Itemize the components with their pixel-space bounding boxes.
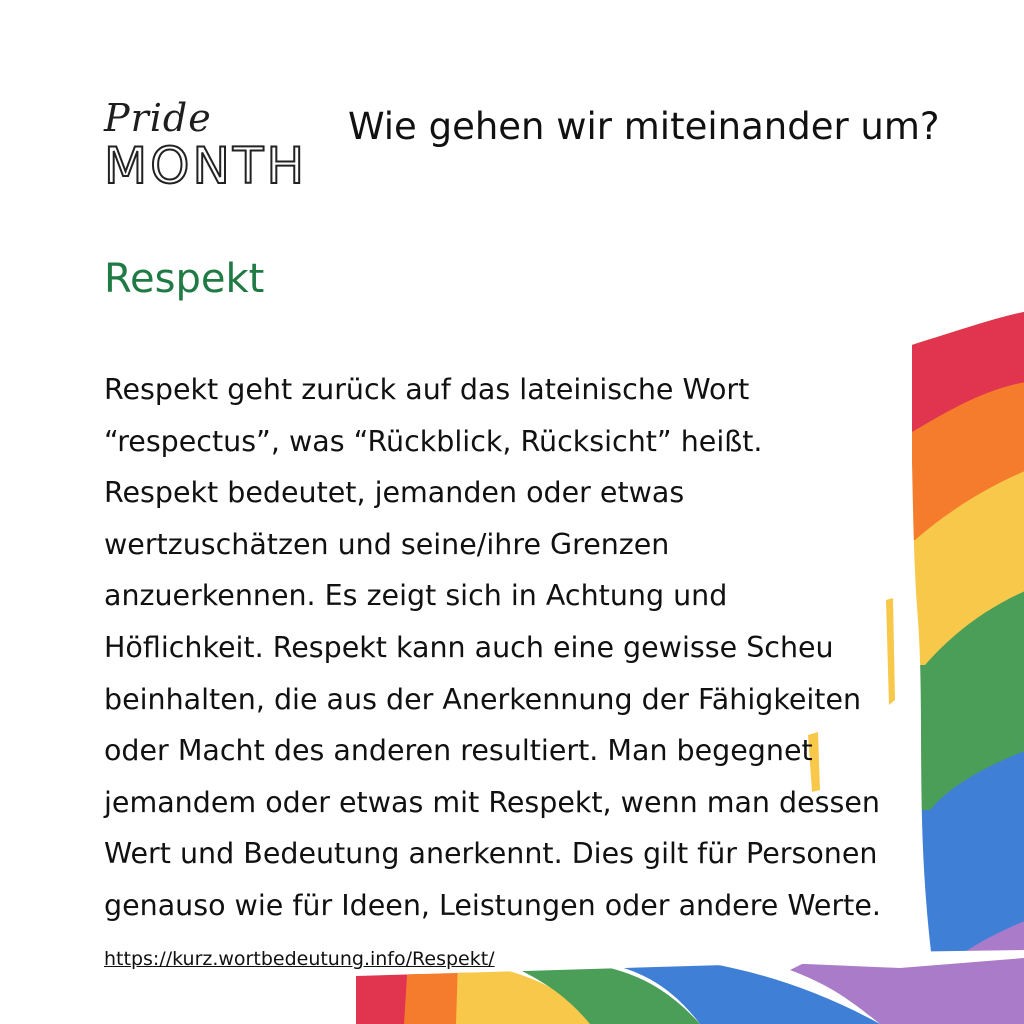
paragraph-line: jemandem oder etwas mit Respekt, wenn man dessen bbox=[104, 785, 880, 819]
logo-script-text: Pride bbox=[104, 96, 212, 140]
paragraph-line: oder Macht des anderen resultiert. Man begegnet bbox=[104, 734, 813, 768]
paragraph-line: “respectus”, was “Rückblick, Rücksicht” heißt. bbox=[104, 424, 763, 458]
pride-month-logo bbox=[104, 96, 308, 195]
headline: Wie gehen wir miteinander um? bbox=[348, 105, 940, 148]
logo-word-text: MONTH bbox=[104, 137, 308, 195]
paragraph-line: Höflichkeit. Respekt kann auch eine gewisse Scheu bbox=[104, 630, 834, 664]
paragraph-line: Respekt geht zurück auf das lateinische Wort bbox=[104, 373, 750, 406]
paragraph-line: anzuerkennen. Es zeigt sich in Achtung und bbox=[104, 579, 728, 613]
paragraph-line: Respekt bedeutet, jemanden oder etwas bbox=[104, 476, 685, 510]
paragraph-line: wertzuschätzen und seine/ihre Grenzen bbox=[104, 527, 670, 561]
topic-title: Respekt bbox=[104, 256, 265, 302]
source-link[interactable]: https://kurz.wortbedeutung.info/Respekt/ bbox=[104, 948, 495, 970]
paragraph-line: genauso wie für Ideen, Leistungen oder andere Werte. bbox=[104, 888, 881, 922]
paragraph-line: beinhalten, die aus der Anerkennung der Fähigkeiten bbox=[104, 682, 862, 716]
paragraph-line: Wert und Bedeutung anerkennt. Dies gilt für Personen bbox=[104, 837, 878, 871]
definition-paragraph bbox=[104, 364, 894, 932]
